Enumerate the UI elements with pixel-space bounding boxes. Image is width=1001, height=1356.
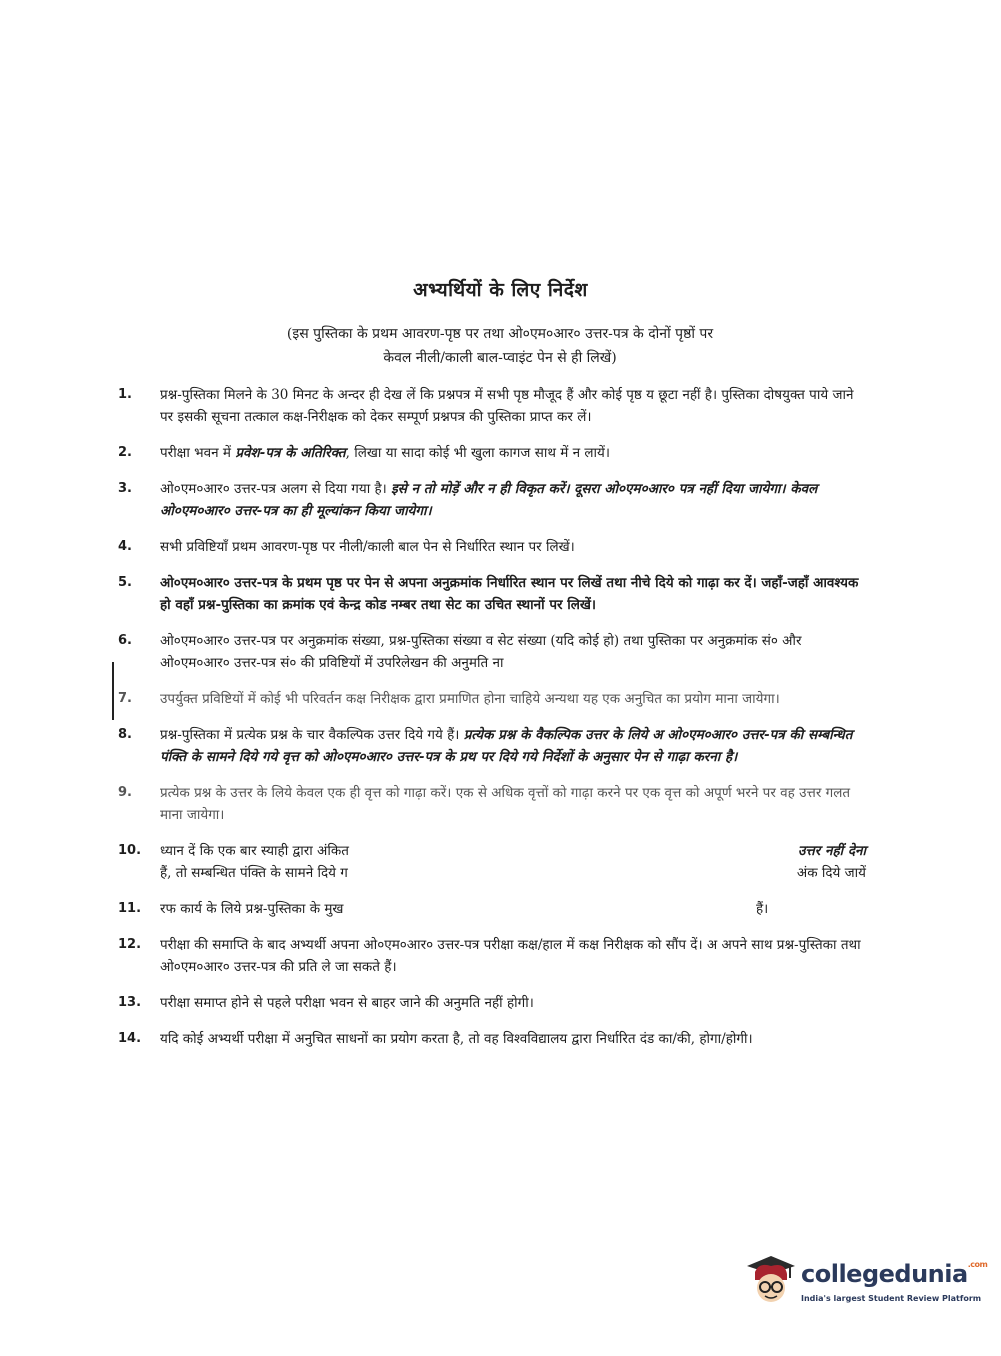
instruction-emphasis: इसे न तो मोड़ें और न ही विकृत करें। दूसरा ओ०एम०आर० पत्र नहीं दिया जायेगा। केवल ओ०एम०आर० उत्तर-पत्र का ही मूल्यांकन किया जायेगा। <box>160 481 822 519</box>
instruction-11 <box>118 898 866 920</box>
instruction-text: प्रत्येक प्रश्न के उत्तर के लिये केवल एक ही वृत्त को गाढ़ा करें। एक से अधिक वृत्तों को गाढ़ा करने पर एक वृत्त को अपूर्ण भरने पर वह उत्तर गलत माना जायेगा। <box>160 785 855 823</box>
instruction-emphasis: प्रवेश-पत्र के अतिरिक्त <box>235 445 346 461</box>
instruction-emphasis: उत्तर नहीं देना <box>798 843 866 859</box>
instruction-13 <box>118 992 866 1014</box>
instruction-1 <box>118 384 866 428</box>
instruction-text-part: , लिखा या सादा कोई भी खुला कागज साथ में न लायें। <box>345 445 611 461</box>
logo-suffix: .com <box>967 1260 988 1269</box>
instruction-text: अंक दिये जायें <box>796 865 866 881</box>
instruction-number: 4. <box>118 539 132 554</box>
mascot-icon <box>745 1254 797 1306</box>
subtitle-line-1: (इस पुस्तिका के प्रथम आवरण-पृष्ठ पर तथा ओ०एम०आर० उत्तर-पत्र के दोनों पृष्ठों पर <box>286 326 714 342</box>
instruction-text: ओ०एम०आर० उत्तर-पत्र पर अनुक्रमांक संख्या, प्रश्न-पुस्तिका संख्या व सेट संख्या (यदि कोई हो) तथा पुस्तिका पर अनुक्रमांक सं० और ओ०एम०आर० उत्तर-पत्र सं० की प्रविष्टियों में उपरिलेखन की अनुमति ना <box>160 633 806 671</box>
instruction-number: 12. <box>118 937 142 952</box>
instruction-text: परीक्षा की समाप्ति के बाद अभ्यर्थी अपना ओ०एम०आर० उत्तर-पत्र परीक्षा कक्ष/हाल में कक्ष निरीक्षक को सौंप दें। अ अपने साथ प्रश्न-पुस्तिका तथा ओ०एम०आर० उत्तर-पत्र की प्रति ले जा सकते हैं। <box>160 937 865 975</box>
instructions-list <box>118 384 866 1064</box>
subtitle-line-2: केवल नीली/काली बाल-प्वाइंट पेन से ही लिखें) <box>383 350 617 366</box>
instruction-number: 5. <box>118 575 132 590</box>
instruction-number: 3. <box>118 481 132 496</box>
instruction-right-fragment <box>746 840 866 884</box>
instruction-number: 6. <box>118 633 132 648</box>
instruction-2 <box>118 442 866 464</box>
instruction-4 <box>118 536 866 558</box>
instruction-text: हैं, तो सम्बन्धित पंक्ति के सामने दिये ग <box>160 865 348 881</box>
instruction-text: प्रश्न-पुस्तिका मिलने के 30 मिनट के अन्दर ही देख लें कि प्रश्नपत्र में सभी पृष्ठ मौजूद हैं और कोई पृष्ठ य छूटा नहीं है। पुस्तिका दोषयुक्त पाये जाने पर इसकी सूचना तत्काल कक्ष-निरीक्षक को देकर सम्पूर्ण प्रश्नपत्र की पुस्तिका प्राप्त कर लें। <box>160 387 858 425</box>
instruction-number: 14. <box>118 1031 142 1046</box>
instruction-14 <box>118 1028 866 1050</box>
instruction-number: 10. <box>118 843 142 858</box>
instruction-number: 7. <box>118 691 132 706</box>
instruction-left-fragment <box>160 840 349 884</box>
logo-wordmark <box>801 1260 987 1288</box>
instruction-number: 13. <box>118 995 142 1010</box>
instruction-partial-text <box>160 840 866 884</box>
instruction-text: उपर्युक्त प्रविष्टियों में कोई भी परिवर्तन कक्ष निरीक्षक द्वारा प्रमाणित होना चाहिये अन्यथा यह एक अनुचित का प्रयोग माना जायेगा। <box>160 691 780 707</box>
instruction-6 <box>118 630 866 674</box>
instruction-partial-text <box>160 898 866 920</box>
instruction-number: 9. <box>118 785 132 800</box>
instruction-8 <box>118 724 866 768</box>
instruction-text-part: ओ०एम०आर० उत्तर-पत्र अलग से दिया गया है। <box>160 481 392 497</box>
instruction-7 <box>118 688 866 710</box>
instruction-text: यदि कोई अभ्यर्थी परीक्षा में अनुचित साधनों का प्रयोग करता है, तो वह विश्वविद्यालय द्वारा निर्धारित दंड का/की, होगा/होगी। <box>160 1031 753 1047</box>
page-subtitle <box>200 322 800 370</box>
instruction-3 <box>118 478 866 522</box>
instruction-text <box>160 478 866 522</box>
instruction-text: सभी प्रविष्टियाँ प्रथम आवरण-पृष्ठ पर नीली/काली बाल पेन से निर्धारित स्थान पर लिखें। <box>160 539 575 555</box>
instruction-number: 1. <box>118 387 132 402</box>
instruction-text: रफ कार्य के लिये प्रश्न-पुस्तिका के मुख <box>160 901 344 917</box>
instruction-10 <box>118 840 866 884</box>
instruction-text: ओ०एम०आर० उत्तर-पत्र के प्रथम पृष्ठ पर पेन से अपना अनुक्रमांक निर्धारित स्थान पर लिखें तथा नीचे दिये को गाढ़ा कर दें। जहाँ-जहाँ आवश्यक हो वहाँ प्रश्न-पुस्तिका का क्रमांक एवं केन्द्र कोड नम्बर तथा सेट का उचित स्थानों पर लिखें। <box>160 575 864 613</box>
logo-tagline: India's largest Student Review Platform <box>801 1294 982 1303</box>
instruction-emphasis: प्रत्येक प्रश्न के वैकल्पिक उत्तर के लिये अ ओ०एम०आर० उत्तर-पत्र की सम्बन्धित पंक्ति के सामने दिये गये वृत्त को ओ०एम०आर० उत्तर-पत्र के प्रथ पर दिये गये निर्देशों के अनुसार पेन से गाढ़ा करना है। <box>160 727 858 765</box>
page-title: अभ्यर्थियों के लिए निर्देश <box>413 279 588 301</box>
instruction-text <box>160 724 866 768</box>
instruction-5 <box>118 572 866 616</box>
instruction-text: हैं। <box>756 901 769 917</box>
instruction-text-part: परीक्षा भवन में <box>160 445 236 461</box>
margin-mark <box>112 662 114 720</box>
collegedunia-logo[interactable] <box>745 1246 988 1316</box>
instruction-12 <box>118 934 866 978</box>
instruction-text: परीक्षा समाप्त होने से पहले परीक्षा भवन से बाहर जाने की अनुमति नहीं होगी। <box>160 995 534 1011</box>
instruction-text <box>160 442 866 464</box>
instruction-number: 11. <box>118 901 142 916</box>
instruction-text-part: प्रश्न-पुस्तिका में प्रत्येक प्रश्न के चार वैकल्पिक उत्तर दिये गये हैं। <box>160 727 464 743</box>
instruction-text: ध्यान दें कि एक बार स्याही द्वारा अंकित <box>160 843 349 859</box>
instruction-9 <box>118 782 866 826</box>
instruction-number: 8. <box>118 727 132 742</box>
instruction-number: 2. <box>118 445 132 460</box>
logo-name: collegedunia <box>801 1260 968 1288</box>
